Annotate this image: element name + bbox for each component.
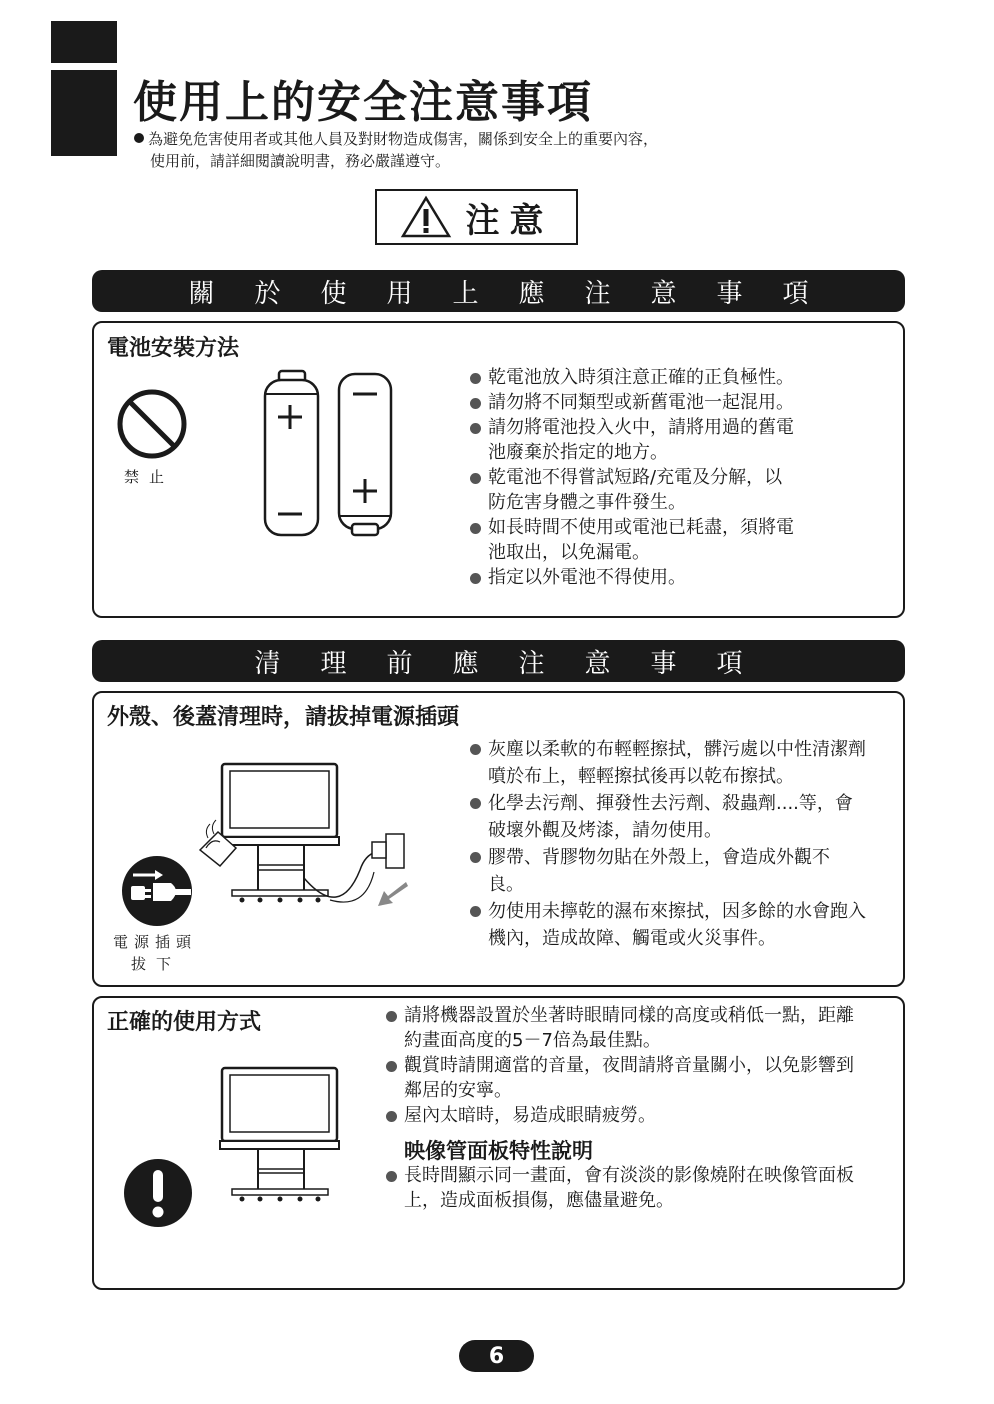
battery-panel-title: 電池安裝方法: [107, 336, 240, 361]
cleaning-notes-list: [470, 736, 870, 952]
section-bar-cleaning: [92, 640, 905, 682]
page-number: 6: [459, 1340, 534, 1372]
list-item: 請將機器設置於坐著時眼睛同樣的高度或稍低一點，距離約畫面高度的5－7倍為最佳點。: [386, 1003, 866, 1053]
list-item: 屋內太暗時，易造成眼睛疲勞。: [386, 1103, 876, 1128]
list-item: 請勿將電池投入火中，請將用過的舊電池廢棄於指定的地方。: [470, 415, 798, 465]
caution-label: 注意: [465, 200, 554, 241]
list-item: 乾電池放入時須注意正確的正負極性。: [470, 365, 810, 390]
cleaning-panel-title: 外殼、後蓋清理時，請拔掉電源插頭: [107, 705, 460, 730]
intro-line-1: 為避免危害使用者或其他人員及對財物造成傷害，關係到安全上的重要內容，: [148, 130, 659, 148]
section-bar-char: 事: [716, 278, 743, 309]
section-bar-char: 關: [188, 278, 215, 309]
list-item: 指定以外電池不得使用。: [470, 565, 810, 590]
section-bar-char: 應: [452, 648, 479, 679]
side-marker-top: [51, 21, 117, 63]
list-item: 乾電池不得嘗試短路/充電及分解，以防危害身體之事件發生。: [470, 465, 798, 515]
section-bar-usage: [92, 270, 905, 312]
caution-box: [375, 189, 578, 245]
prohibit-label: 禁止: [124, 468, 175, 486]
unplug-icon: [121, 855, 193, 927]
section-bar-char: 應: [518, 278, 545, 309]
unplug-label-line-2: 拔下: [131, 955, 182, 973]
section-bar-char: 理: [320, 648, 347, 679]
section-bar-char: 用: [386, 278, 413, 309]
intro-text: [134, 128, 658, 172]
battery-notes-list: [470, 365, 810, 590]
list-item: 請勿將不同類型或新舊電池一起混用。: [470, 390, 810, 415]
list-item: 灰塵以柔軟的布輕輕擦拭，髒污處以中性清潔劑噴於布上，輕輕擦拭後再以乾布擦拭。: [470, 736, 870, 790]
intro-line-2: 使用前，請詳細閱讀說明書，務必嚴謹遵守。: [150, 152, 451, 170]
section-bar-char: 清: [254, 648, 281, 679]
panel-characteristics-list: [386, 1163, 876, 1213]
tv-cleaning-illustration: [190, 760, 420, 910]
unplug-label-line-1: 電源插頭: [113, 933, 198, 951]
section-bar-char: 前: [386, 648, 413, 679]
list-item: 化學去污劑、揮發性去污劑、殺蟲劑....等，會破壞外觀及烤漆，請勿使用。: [470, 790, 870, 844]
usage-panel-title: 正確的使用方式: [107, 1010, 262, 1035]
section-bar-char: 上: [452, 278, 479, 309]
section-bar-char: 項: [782, 278, 809, 309]
list-item: 勿使用未擰乾的濕布來擦拭，因多餘的水會跑入機內，造成故障、觸電或火災事件。: [470, 898, 870, 952]
page-title: 使用上的安全注意事項: [133, 77, 593, 128]
battery-illustration: [260, 366, 396, 538]
section-bar-char: 於: [254, 278, 281, 309]
list-item: 長時間顯示同一畫面，會有淡淡的影像燒附在映像管面板上，造成面板損傷，應儘量避免。: [386, 1163, 866, 1213]
list-item: 如長時間不使用或電池已耗盡，須將電池取出，以免漏電。: [470, 515, 798, 565]
prohibited-icon: [116, 388, 188, 460]
section-bar-char: 注: [584, 278, 611, 309]
warning-triangle-icon: [400, 195, 452, 239]
exclamation-icon: [123, 1158, 193, 1228]
section-bar-char: 事: [650, 648, 677, 679]
usage-notes-list: [386, 1003, 876, 1128]
section-bar-char: 使: [320, 278, 347, 309]
section-bar-char: 意: [650, 278, 677, 309]
panel-characteristics-heading: 映像管面板特性說明: [404, 1139, 593, 1163]
section-bar-char: 項: [716, 648, 743, 679]
list-item: 觀賞時請開適當的音量，夜間請將音量關小，以免影響到鄰居的安寧。: [386, 1053, 866, 1103]
section-bar-char: 意: [584, 648, 611, 679]
section-bar-char: 注: [518, 648, 545, 679]
tv-illustration: [215, 1065, 345, 1205]
bullet-icon: [134, 133, 144, 143]
side-marker-bottom: [51, 70, 117, 156]
list-item: 膠帶、背膠物勿貼在外殼上，會造成外觀不良。: [470, 844, 858, 898]
